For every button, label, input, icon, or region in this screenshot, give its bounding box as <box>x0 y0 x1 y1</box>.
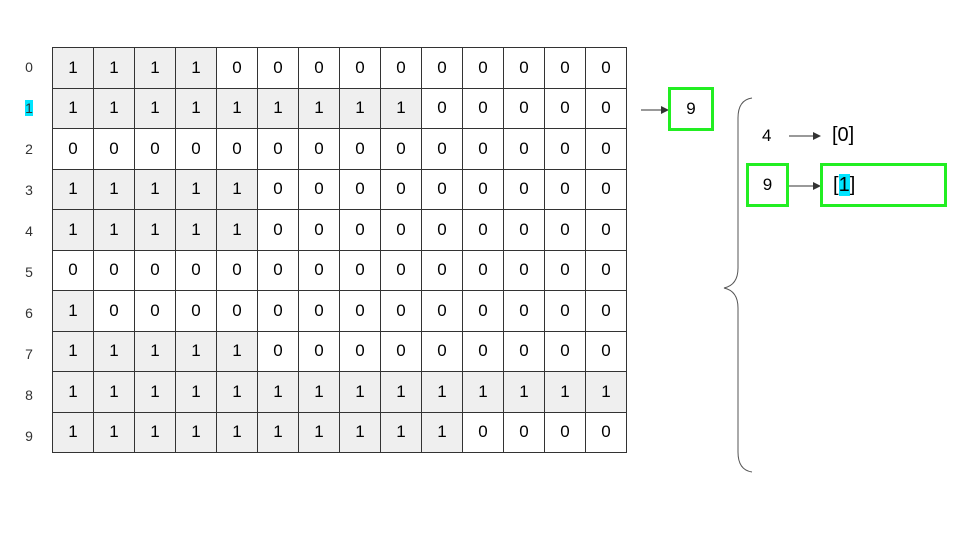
matrix-cell: 0 <box>545 412 586 453</box>
matrix-cell: 0 <box>258 210 299 251</box>
matrix-cell: 1 <box>258 412 299 453</box>
matrix-cell: 1 <box>94 169 135 210</box>
matrix-cell: 1 <box>217 372 258 413</box>
matrix-cell: 0 <box>504 210 545 251</box>
matrix-cell: 0 <box>258 169 299 210</box>
matrix-cell: 0 <box>299 331 340 372</box>
matrix-cell: 1 <box>53 412 94 453</box>
matrix-cell: 0 <box>463 250 504 291</box>
matrix-cell: 1 <box>176 48 217 89</box>
matrix-cell: 1 <box>422 412 463 453</box>
matrix-cell: 0 <box>586 210 627 251</box>
map-entry1-key: 4 <box>762 126 772 145</box>
matrix-cell: 1 <box>53 372 94 413</box>
map-entry2-key-box <box>746 163 789 207</box>
matrix-cell: 0 <box>176 129 217 170</box>
matrix-cell: 0 <box>422 250 463 291</box>
row-index-text: 1 <box>25 100 33 116</box>
matrix-cell: 1 <box>217 169 258 210</box>
matrix-cell: 1 <box>504 372 545 413</box>
matrix-cell: 0 <box>176 250 217 291</box>
matrix-cell: 1 <box>381 372 422 413</box>
matrix-cell: 1 <box>53 169 94 210</box>
matrix-cell: 0 <box>504 129 545 170</box>
matrix-cell: 1 <box>94 331 135 372</box>
matrix-cell: 0 <box>258 129 299 170</box>
matrix-cell: 0 <box>545 331 586 372</box>
matrix-cell: 0 <box>504 169 545 210</box>
matrix-cell: 0 <box>463 48 504 89</box>
matrix-cell: 0 <box>340 129 381 170</box>
matrix-cell: 1 <box>217 412 258 453</box>
matrix-cell: 0 <box>381 291 422 332</box>
matrix-cell: 0 <box>381 210 422 251</box>
matrix-cell: 0 <box>217 291 258 332</box>
matrix-cell: 0 <box>217 129 258 170</box>
matrix-cell: 0 <box>586 48 627 89</box>
matrix-cell: 0 <box>463 412 504 453</box>
matrix-cell: 0 <box>299 48 340 89</box>
highlighted-index: 1 <box>838 173 850 196</box>
matrix-cell: 0 <box>217 48 258 89</box>
matrix-cell: 0 <box>94 250 135 291</box>
matrix-cell: 0 <box>299 291 340 332</box>
row-index-text: 0 <box>25 59 33 75</box>
matrix-cell: 0 <box>258 291 299 332</box>
matrix-cell: 0 <box>586 250 627 291</box>
matrix-cell: 1 <box>135 48 176 89</box>
matrix-cell: 0 <box>545 48 586 89</box>
matrix-cell: 0 <box>422 291 463 332</box>
matrix-cell: 0 <box>340 331 381 372</box>
matrix-cell: 0 <box>135 129 176 170</box>
matrix-cell: 0 <box>545 88 586 129</box>
matrix-cell: 1 <box>217 331 258 372</box>
matrix-cell: 0 <box>545 169 586 210</box>
matrix-cell: 0 <box>586 412 627 453</box>
matrix-cell: 0 <box>381 48 422 89</box>
matrix-cell: 0 <box>586 291 627 332</box>
matrix-cell: 0 <box>586 129 627 170</box>
matrix-cell: 0 <box>463 129 504 170</box>
matrix-cell: 0 <box>299 250 340 291</box>
map-entry2-value <box>833 174 855 197</box>
row-index-text: 2 <box>25 141 33 157</box>
matrix-cell: 1 <box>381 88 422 129</box>
row-index-text: 5 <box>25 264 33 280</box>
matrix-cell: 0 <box>340 291 381 332</box>
matrix-cell: 0 <box>504 291 545 332</box>
matrix-cell: 0 <box>381 169 422 210</box>
matrix-cell: 0 <box>258 250 299 291</box>
matrix-cell: 0 <box>504 250 545 291</box>
matrix-cell: 1 <box>176 169 217 210</box>
matrix-cell: 1 <box>53 88 94 129</box>
matrix-cell: 0 <box>299 129 340 170</box>
map-entry1-value: [0] <box>832 124 855 146</box>
matrix-cell: 1 <box>258 372 299 413</box>
matrix-cell: 0 <box>340 210 381 251</box>
curly-brace <box>724 98 752 472</box>
matrix-cell: 1 <box>217 210 258 251</box>
matrix-cell: 0 <box>299 169 340 210</box>
map-entry2-value-box <box>820 163 947 207</box>
matrix-cell: 1 <box>176 412 217 453</box>
matrix-cell: 0 <box>463 291 504 332</box>
matrix-cell: 1 <box>135 412 176 453</box>
row-count-value: 9 <box>686 99 696 118</box>
matrix-cell: 0 <box>545 291 586 332</box>
matrix-cell: 0 <box>258 331 299 372</box>
matrix-cell: 0 <box>340 250 381 291</box>
matrix-cell: 0 <box>504 331 545 372</box>
matrix-cell: 1 <box>53 48 94 89</box>
matrix-cell: 1 <box>176 88 217 129</box>
matrix-cell: 0 <box>504 412 545 453</box>
matrix-cell: 0 <box>545 250 586 291</box>
matrix-cell: 1 <box>463 372 504 413</box>
matrix-cell: 1 <box>299 372 340 413</box>
matrix-cell: 1 <box>258 88 299 129</box>
matrix-cell: 0 <box>340 169 381 210</box>
matrix-cell: 1 <box>586 372 627 413</box>
row-index-text: 7 <box>25 346 33 362</box>
matrix-cell: 0 <box>258 48 299 89</box>
matrix-cell: 1 <box>135 210 176 251</box>
matrix-cell: 0 <box>94 129 135 170</box>
bracket-close: ] <box>849 173 856 196</box>
matrix-cell: 0 <box>463 331 504 372</box>
matrix-cell: 0 <box>217 250 258 291</box>
matrix-cell: 0 <box>422 48 463 89</box>
matrix-cell: 1 <box>340 412 381 453</box>
matrix-cell: 0 <box>135 250 176 291</box>
matrix-cell: 0 <box>545 129 586 170</box>
matrix-cell: 1 <box>176 210 217 251</box>
matrix-cell: 0 <box>422 210 463 251</box>
matrix-cell: 1 <box>53 291 94 332</box>
matrix-cell: 0 <box>422 88 463 129</box>
map-entry2-key: 9 <box>762 175 773 194</box>
matrix-cell: 0 <box>463 88 504 129</box>
row-index-text: 3 <box>25 182 33 198</box>
bracket-open: [ <box>833 173 839 196</box>
matrix-cell: 1 <box>94 48 135 89</box>
matrix-cell: 1 <box>135 372 176 413</box>
matrix-cell: 1 <box>340 88 381 129</box>
matrix-cell: 0 <box>586 331 627 372</box>
matrix-cell: 1 <box>176 372 217 413</box>
matrix-cell: 0 <box>381 250 422 291</box>
matrix-cell: 1 <box>299 88 340 129</box>
matrix-cell: 1 <box>53 210 94 251</box>
matrix-cell: 1 <box>135 331 176 372</box>
matrix-cell: 0 <box>463 210 504 251</box>
matrix-cell: 0 <box>422 129 463 170</box>
row-count-box <box>668 87 714 131</box>
row-index-text: 9 <box>25 428 33 444</box>
matrix-cell: 1 <box>53 331 94 372</box>
matrix-cell: 0 <box>504 48 545 89</box>
matrix-cell: 1 <box>422 372 463 413</box>
matrix-cell: 1 <box>94 210 135 251</box>
matrix-cell: 1 <box>135 88 176 129</box>
row-index-text: 4 <box>25 223 33 239</box>
matrix-cell: 1 <box>545 372 586 413</box>
matrix-cell: 0 <box>176 291 217 332</box>
row-index-text: 6 <box>25 305 33 321</box>
matrix-cell: 0 <box>422 169 463 210</box>
matrix-cell: 1 <box>94 412 135 453</box>
matrix-cell: 1 <box>299 412 340 453</box>
matrix-cell: 0 <box>545 210 586 251</box>
matrix-cell: 1 <box>94 372 135 413</box>
matrix-cell: 0 <box>586 88 627 129</box>
matrix-cell: 1 <box>94 88 135 129</box>
matrix-cell: 0 <box>422 331 463 372</box>
matrix-cell: 0 <box>381 331 422 372</box>
matrix-cell: 0 <box>340 48 381 89</box>
matrix-cell: 0 <box>586 169 627 210</box>
matrix-cell: 0 <box>504 88 545 129</box>
row-index-text: 8 <box>25 387 33 403</box>
matrix-cell: 1 <box>381 412 422 453</box>
matrix-cell: 0 <box>381 129 422 170</box>
matrix-cell: 1 <box>135 169 176 210</box>
matrix-cell: 0 <box>463 169 504 210</box>
matrix-cell: 0 <box>94 291 135 332</box>
matrix-cell: 1 <box>340 372 381 413</box>
matrix-cell: 1 <box>176 331 217 372</box>
matrix-cell: 0 <box>135 291 176 332</box>
matrix-cell: 1 <box>217 88 258 129</box>
matrix-cell: 0 <box>299 210 340 251</box>
matrix-cell: 0 <box>53 250 94 291</box>
matrix-cell: 0 <box>53 129 94 170</box>
